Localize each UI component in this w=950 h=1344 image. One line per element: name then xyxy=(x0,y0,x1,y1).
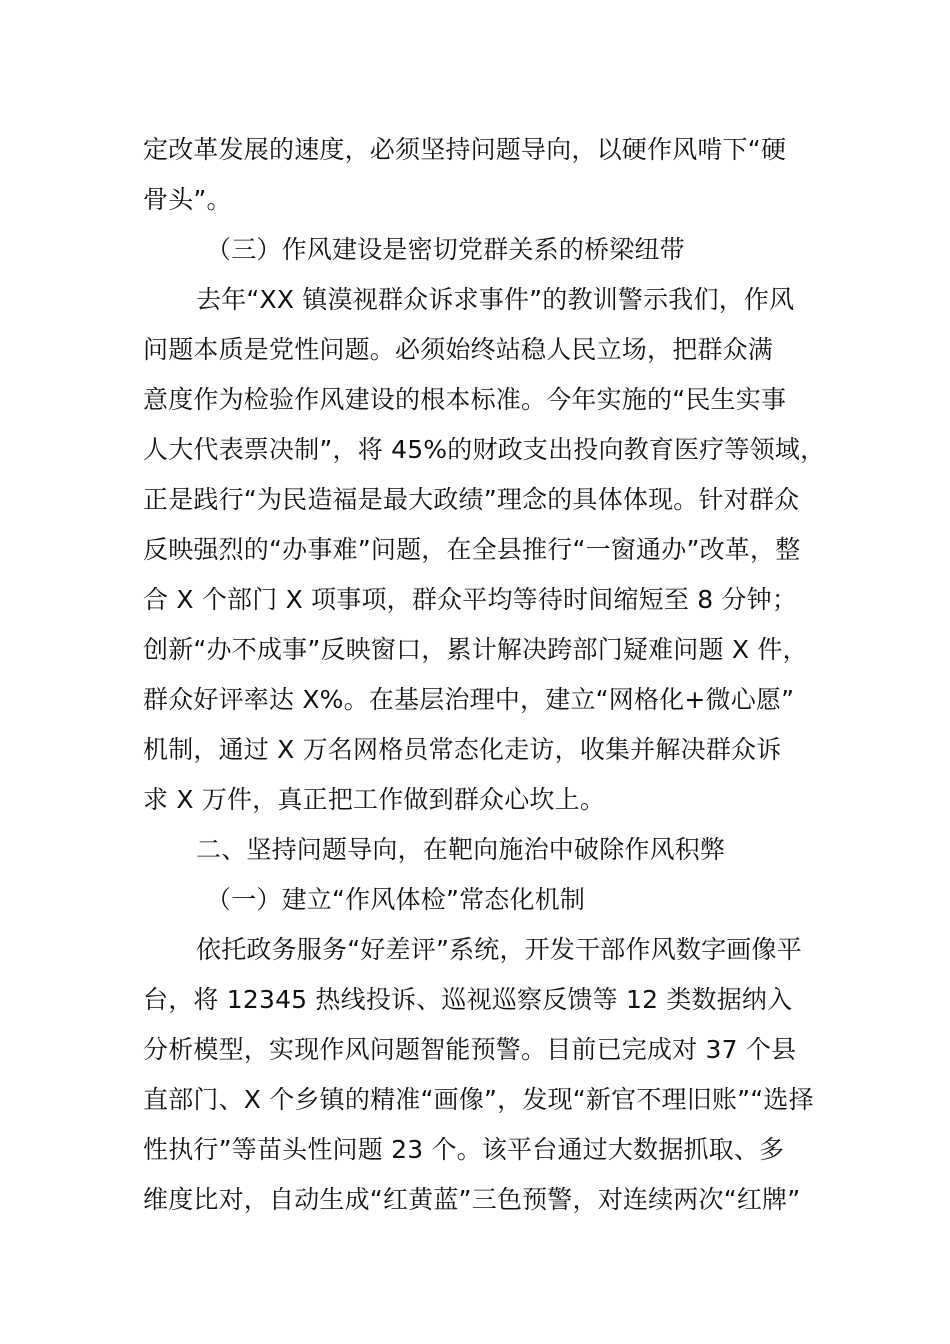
body-text-line: 创新“办不成事”反映窗口，累计解决跨部门疑难问题 X 件， xyxy=(143,635,808,664)
body-text-line: 直部门、X 个乡镇的精准“画像”，发现“新官不理旧账”“选择 xyxy=(143,1085,814,1114)
body-text-line: 分析模型，实现作风问题智能预警。目前已完成对 37 个县 xyxy=(143,1035,797,1064)
body-text-line: 维度比对，自动生成“红黄蓝”三色预警，对连续两次“红牌” xyxy=(143,1185,801,1214)
body-text-line: 求 X 万件，真正把工作做到群众心坎上。 xyxy=(143,785,606,814)
body-text-line: 反映强烈的“办事难”问题，在全县推行“一窗通办”改革，整 xyxy=(143,535,801,564)
body-text-line: 骨头”。 xyxy=(143,185,232,214)
section-heading: （三）作风建设是密切党群关系的桥梁纽带 xyxy=(206,235,685,264)
body-text-line: 群众好评率达 X%。在基层治理中，建立“网格化+微心愿” xyxy=(143,685,795,714)
body-text-line: 机制，通过 X 万名网格员常态化走访，收集并解决群众诉 xyxy=(143,735,782,764)
body-text-line: 问题本质是党性问题。必须始终站稳人民立场，把群众满 xyxy=(143,335,774,364)
body-text-line: 去年“XX 镇漠视群众诉求事件”的教训警示我们，作风 xyxy=(196,285,795,314)
body-text-line: 性执行”等苗头性问题 23 个。该平台通过大数据抓取、多 xyxy=(143,1135,785,1164)
body-text-line: 意度作为检验作风建设的根本标准。今年实施的“民生实事 xyxy=(143,385,787,414)
body-text-line: 台，将 12345 热线投诉、巡视巡察反馈等 12 类数据纳入 xyxy=(143,985,793,1014)
body-text-line: 依托政务服务“好差评”系统，开发干部作风数字画像平 xyxy=(196,935,802,964)
body-text-line: 人大代表票决制”，将 45%的财政支出投向教育医疗等领域， xyxy=(143,435,826,464)
chapter-heading: 二、坚持问题导向，在靶向施治中破除作风积弊 xyxy=(196,835,726,864)
section-heading: （一）建立“作风体检”常态化机制 xyxy=(206,885,586,914)
body-text-line: 定改革发展的速度，必须坚持问题导向，以硬作风啃下“硬 xyxy=(143,135,787,164)
body-text-line: 合 X 个部门 X 项事项，群众平均等待时间缩短至 8 分钟； xyxy=(143,585,798,614)
body-text-line: 正是践行“为民造福是最大政绩”理念的具体体现。针对群众 xyxy=(143,485,800,514)
